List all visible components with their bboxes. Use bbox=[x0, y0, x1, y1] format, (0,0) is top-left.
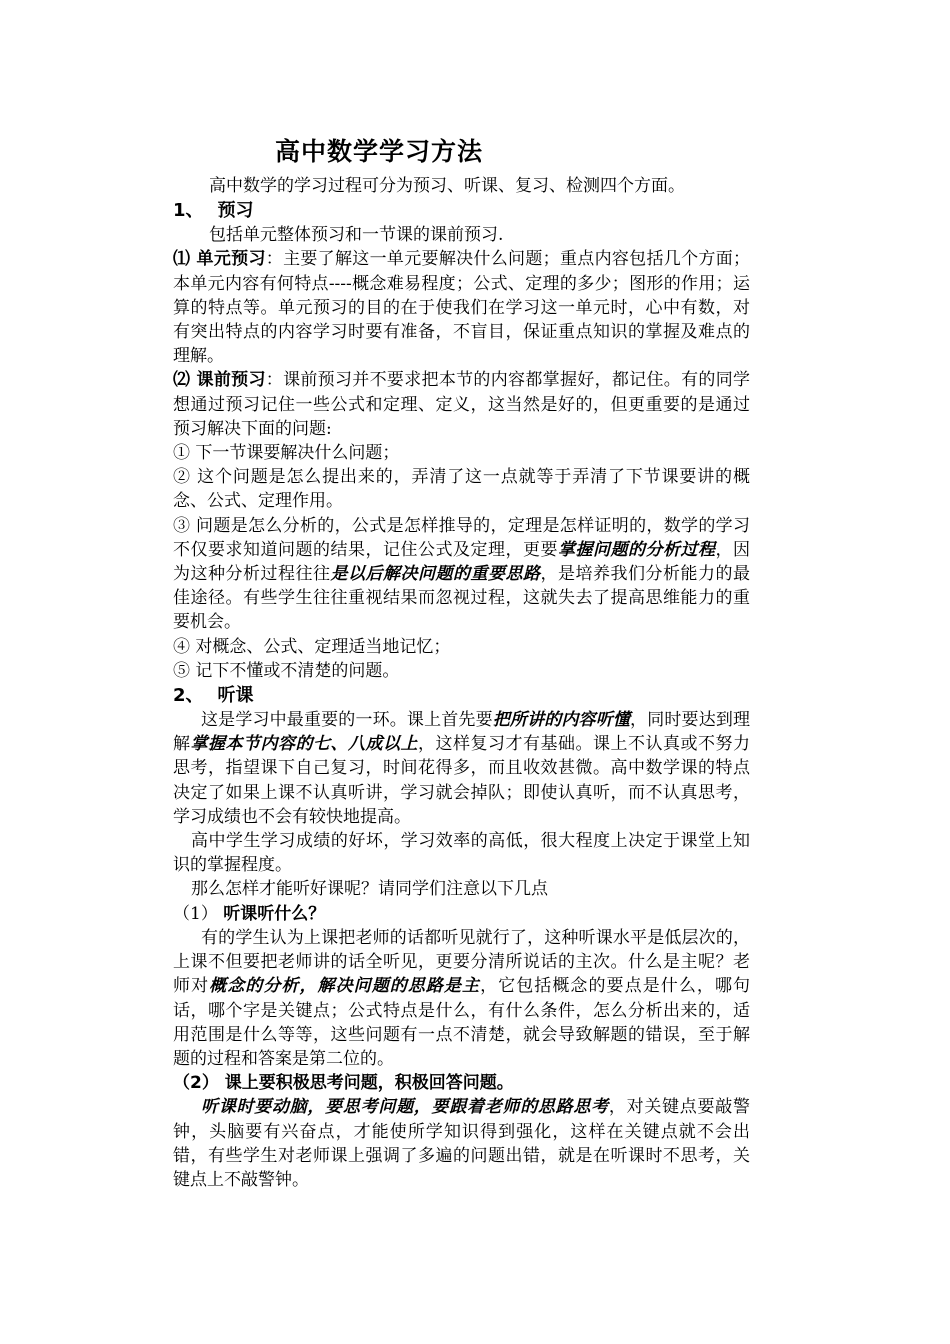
item3-text-a: ③ 问题是怎么分析的，公式是怎样推导的，定理是怎样证明的，数学的学习不仅要求知道问题的结果，记住公式及定理，更要 bbox=[173, 515, 750, 560]
section-number: 2、 bbox=[173, 685, 204, 707]
lesson-preview-text: ：课前预习并不要求把本节的内容都掌握好，都记住。有的同学想通过预习记住一些公式和定理、定义，这当然是好的，但更重要的是通过预习解决下面的问题: bbox=[173, 370, 751, 439]
list-item: ① 下一节课要解决什么问题； bbox=[173, 443, 400, 464]
text-run: ，同时要达到理解 bbox=[173, 710, 751, 755]
emphasis-run: 概念的分析，解决问题的思路是主 bbox=[209, 976, 481, 997]
subheading-title: 听课听什么？ bbox=[223, 903, 326, 924]
section-number: 1、 bbox=[173, 200, 204, 222]
lesson-preview-label: ⑵ 课前预习 bbox=[173, 370, 266, 391]
list-item: ④ 对概念、公式、定理适当地记忆； bbox=[173, 636, 451, 657]
subheading-number: （1） bbox=[173, 903, 218, 924]
subsection-1-paragraph bbox=[173, 926, 750, 1071]
unit-preview-label: ⑴ 单元预习 bbox=[173, 249, 266, 270]
text-run: 有的学生认为上课把老师的话都听见就行了，这种听课水平是低层次的，上课不但要把老师讲的话全听见，更要分清所说话的主次。什么是主呢？老师对 bbox=[173, 927, 750, 997]
emphasis-run: 听课时要动脑，要思考问题，要跟着老师的思路思考 bbox=[201, 1097, 609, 1118]
section-title: 听课 bbox=[217, 685, 254, 707]
emphasis-run: 掌握本节内容的七、八成以上 bbox=[190, 734, 418, 755]
text-run: ，它包括概念的要点是什么，哪句话，哪个字是关键点；公式特点是什么，有什么条件，怎么分析出来的，适用范围是什么等等，这些问题有一点不清楚，就会导致解题的错误，至于解题的过程和答案是第二位的。 bbox=[173, 976, 751, 1069]
subsection-2-paragraph bbox=[173, 1095, 750, 1192]
text-run: ，对关键点要敲警钟，头脑要有兴奋点，才能使所学知识得到强化，这样在关键点就不会出错，有些学生对老师课上强调了多遍的问题出错，就是在听课时不思考，关键点上不敲警钟。 bbox=[173, 1097, 751, 1190]
text-run: ，这样复习才有基础。课上不认真或不努力思考，指望课下自己复习，时间花得多，而且收效甚微。高中数学课的特点决定了如果上课不认真听讲，学习就会掉队；即使认真听，而不认真思考，学习成绩也不会有较快地提高。 bbox=[173, 734, 750, 827]
preview-intro: 包括单元整体预习和一节课的课前预习. bbox=[209, 225, 504, 246]
lesson-preview-paragraph bbox=[173, 368, 750, 441]
unit-preview-text: ：主要了解这一单元要解决什么问题；重点内容包括几个方面；本单元内容有何特点----概念难易程度；公式、定理的多少；图形的作用；运算的特点等。单元预习的目的在于使我们在学习这一单元时，心中有数，对有突出特点的内容学习时要有准备，不盲目，保证重点知识的掌握及难点的理解。 bbox=[173, 249, 751, 367]
emphasis-run: 把所讲的内容听懂 bbox=[492, 710, 631, 731]
section-heading-preview bbox=[173, 198, 750, 223]
item3-emphasis-2: 是以后解决问题的重要思路 bbox=[330, 564, 541, 585]
list-item: ⑤ 记下不懂或不清楚的问题。 bbox=[173, 660, 400, 681]
section-title: 预习 bbox=[217, 200, 254, 222]
list-item bbox=[173, 514, 750, 635]
page-title: 高中数学学习方法 bbox=[275, 137, 484, 166]
item3-emphasis-1: 掌握问题的分析过程 bbox=[558, 539, 716, 560]
intro-paragraph: 高中数学的学习过程可分为预习、听课、复习、检测四个方面。 bbox=[209, 176, 685, 196]
item3-text-b: ，因为这种分析过程往往 bbox=[173, 539, 750, 585]
text-run: 这是学习中最重要的一环。课上首先要 bbox=[201, 710, 493, 731]
listening-paragraph-2: 高中学生学习成绩的好坏，学习效率的高低，很大程度上决定于课堂上知识的掌握程度。 bbox=[173, 831, 750, 876]
subheading-title: 课上要积极思考问题，积极回答问题。 bbox=[224, 1073, 514, 1094]
section-heading-listening bbox=[173, 683, 750, 708]
listening-paragraph-1 bbox=[173, 708, 750, 829]
subheading-1 bbox=[173, 902, 750, 926]
unit-preview-paragraph bbox=[173, 247, 750, 368]
list-item: ② 这个问题是怎么提出来的，弄清了这一点就等于弄清了下节课要讲的概念、公式、定理作用。 bbox=[173, 467, 750, 512]
document-body bbox=[173, 130, 750, 1192]
subheading-number: （2） bbox=[173, 1073, 219, 1094]
subheading-2 bbox=[173, 1071, 750, 1095]
item3-text-c: ，是培养我们分析能力的最佳途径。有些学生往往重视结果而忽视过程，这就失去了提高思维能力的重要机会。 bbox=[173, 564, 750, 633]
listening-paragraph-3: 那么怎样才能听好课呢？请同学们注意以下几点 bbox=[191, 879, 548, 900]
